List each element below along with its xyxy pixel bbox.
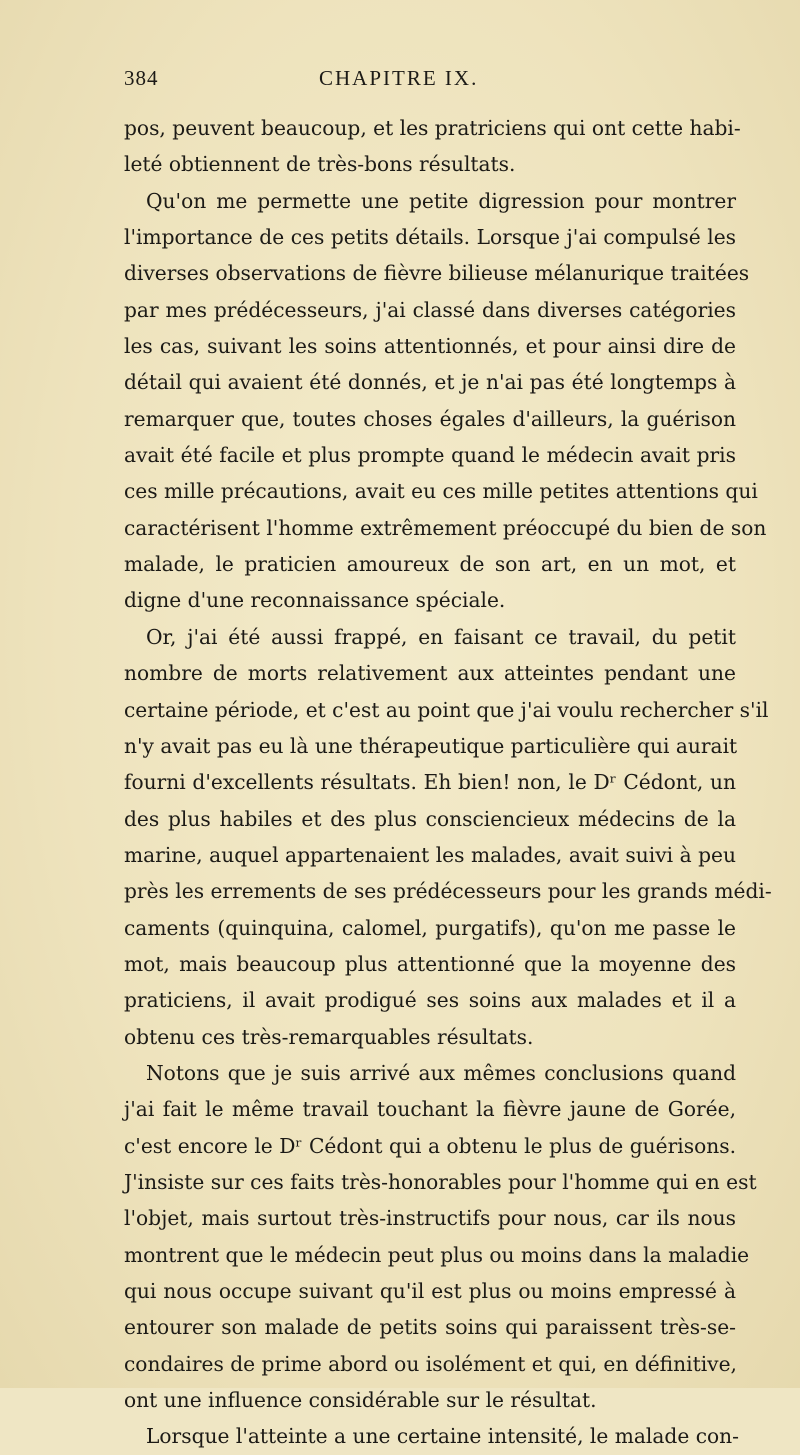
text-line: diverses observations de fièvre bilieuse mélanurique traitées [124, 261, 750, 286]
text-line: leté obtiennent de très-bons résultats. [124, 152, 516, 177]
text-line: condaires de prime abord ou isolément et qui, en définitive, [124, 1351, 737, 1376]
text-line: fourni d'excellents résultats. Eh bien! non, le Dʳ Cédont, un [124, 770, 736, 795]
text-line: les cas, suivant les soins attentionnés, et pour ainsi dire de [124, 334, 736, 359]
text-line: c'est encore le Dʳ Cédont qui a obtenu le plus de guérisons. [124, 1133, 736, 1158]
text-line: Qu'on me permette une petite digression pour montrer [146, 188, 736, 213]
text-line: caments (quinquina, calomel, purgatifs), qu'on me passe le [124, 915, 736, 940]
text-line: Or, j'ai été aussi frappé, en faisant ce travail, du petit [146, 624, 736, 649]
text-line: nombre de morts relativement aux atteintes pendant une [124, 661, 736, 686]
text-line: qui nous occupe suivant qu'il est plus ou moins empressé à [124, 1279, 736, 1303]
text-line: J'insiste sur ces faits très-honorables pour l'homme qui en est [124, 1169, 757, 1194]
body-text [124, 110, 772, 1455]
text-line: pos, peuvent beaucoup, et les pratriciens qui ont cette habi- [124, 116, 741, 140]
text-line: ces mille précautions, avait eu ces mille petites attentions qui [124, 479, 758, 504]
text-line: digne d'une reconnaissance spéciale. [124, 588, 506, 613]
text-line: mot, mais beaucoup plus attentionné que la moyenne des [124, 951, 736, 976]
text-line: Lorsque l'atteinte a une certaine intensité, le malade con- [146, 1424, 739, 1449]
text-line: remarquer que, toutes choses égales d'ailleurs, la guérison [124, 406, 736, 431]
text-line: entourer son malade de petits soins qui paraissent très-se- [124, 1315, 736, 1340]
text-line: certaine période, et c'est au point que j'ai voulu rechercher s'il [124, 697, 769, 722]
text-line: près les errements de ses prédécesseurs pour les grands médi- [124, 879, 772, 904]
chapter-title: CHAPITRE IX. [319, 66, 479, 90]
text-line: par mes prédécesseurs, j'ai classé dans diverses catégories [124, 297, 736, 322]
text-line: obtenu ces très-remarquables résultats. [124, 1024, 534, 1049]
text-line: n'y avait pas eu là une thérapeutique particulière qui aurait [124, 733, 738, 758]
text-line: ont une influence considérable sur le résultat. [124, 1388, 597, 1413]
running-head [124, 66, 684, 96]
text-line: détail qui avaient été donnés, et je n'ai pas été longtemps à [124, 370, 736, 395]
text-line: l'objet, mais surtout très-instructifs pour nous, car ils nous [124, 1206, 736, 1231]
text-line: marine, auquel appartenaient les malades, avait suivi à peu [124, 842, 736, 867]
text-line: montrent que le médecin peut plus ou moins dans la maladie [124, 1242, 750, 1267]
text-line: avait été facile et plus prompte quand le médecin avait pris [124, 443, 736, 468]
text-line: praticiens, il avait prodigué ses soins aux malades et il a [124, 988, 736, 1013]
text-line: caractérisent l'homme extrêmement préoccupé du bien de son [124, 515, 767, 540]
text-line: des plus habiles et des plus consciencieux médecins de la [124, 806, 736, 831]
text-line: malade, le praticien amoureux de son art, en un mot, et [124, 552, 736, 577]
text-line: l'importance de ces petits détails. Lorsque j'ai compulsé les [124, 225, 736, 250]
text-line: j'ai fait le même travail touchant la fièvre jaune de Gorée, [124, 1097, 736, 1122]
page-number: 384 [124, 66, 159, 90]
text-line: Notons que je suis arrivé aux mêmes conclusions quand [146, 1060, 736, 1085]
